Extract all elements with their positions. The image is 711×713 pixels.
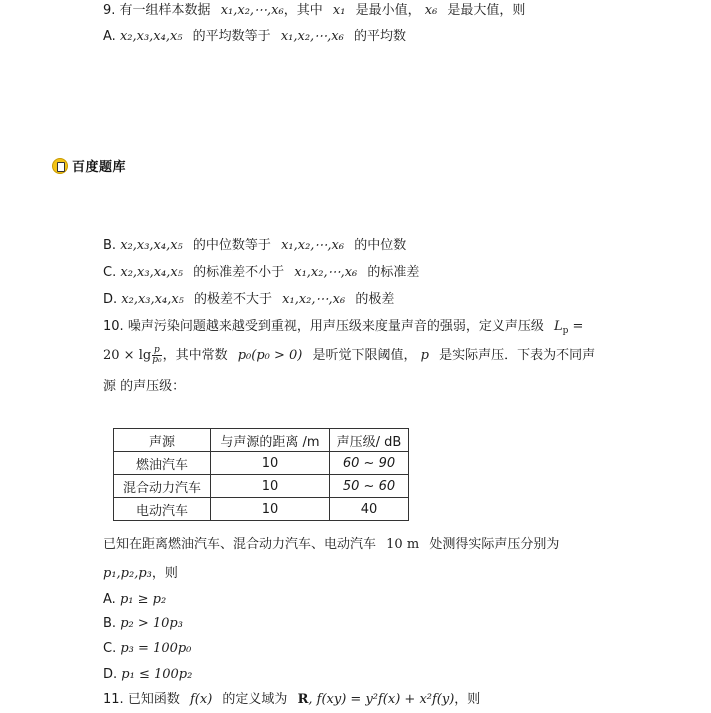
option-label: B. (103, 616, 117, 631)
formula-lead: 20 × lg (103, 348, 152, 363)
q9-option-a (103, 28, 406, 46)
q10-option-a (103, 591, 166, 609)
table-row (114, 452, 409, 475)
q10-after-text-1: 已知在距离燃油汽车、混合动力汽车、电动汽车 (103, 537, 377, 552)
option-mid: 的标准差不小于 (193, 265, 285, 280)
table-cell: 10 (211, 498, 330, 521)
sound-level-table (113, 428, 409, 521)
option-vars2: x₁,x₂,⋯,x₆ (282, 292, 346, 307)
q9-number: 9. (103, 3, 116, 18)
option-label: A. (103, 29, 116, 44)
q10-number: 10. (103, 319, 124, 334)
q10-text-3: 是实际声压．下表为不同声 (439, 348, 596, 363)
option-vars: x₂,x₃,x₄,x₅ (120, 265, 183, 280)
option-vars: x₂,x₃,x₄,x₅ (120, 238, 183, 253)
q9-stem (103, 2, 525, 20)
option-mid: 的中位数等于 (192, 238, 271, 253)
option-vars: x₂,x₃,x₄,x₅ (119, 29, 183, 44)
q10-text-2: 是听觉下限阈值， (312, 348, 417, 363)
p0-expression: p₀(p₀ > 0) (237, 348, 303, 363)
q10-text: 噪声污染问题越来越受到重视，用声压级来度量声音的强弱，定义声压级 (127, 319, 544, 334)
option-expr: p₃ = 100p₀ (120, 641, 192, 656)
table-cell: 燃油汽车 (114, 452, 211, 475)
q10-option-d (103, 666, 192, 684)
distance-value: 10 m (386, 537, 420, 552)
option-label: C. (103, 265, 117, 280)
q10-line-2 (103, 346, 595, 365)
brand-name: 百度题库 (72, 160, 127, 175)
table-cell: 电动汽车 (114, 498, 211, 521)
option-vars2: x₁,x₂,⋯,x₆ (294, 265, 358, 280)
equals-sign: = (572, 319, 584, 334)
option-label: A. (103, 592, 116, 607)
q9-option-c (103, 264, 419, 282)
q10-after-text-3: ，则 (151, 566, 178, 581)
option-label: D. (103, 667, 118, 682)
q9-text-2: ，其中 (283, 3, 323, 18)
q9-x6: x₆ (424, 3, 438, 18)
option-end: 的极差 (355, 292, 395, 307)
table-cell: 10 (211, 475, 330, 498)
q11-text-3: ，则 (454, 692, 481, 707)
sound-level-symbol: $L_p$ (553, 319, 569, 336)
fraction-p-over-p0: $\frac{p}{\text{p₀}}$ (152, 345, 162, 365)
baidu-tiku-logo-icon (52, 158, 68, 174)
table-row (114, 498, 409, 521)
q10-after-2 (103, 565, 178, 583)
real-set-symbol: R (297, 692, 309, 707)
option-end: 的中位数 (354, 238, 407, 253)
option-mid: 的极差不大于 (194, 292, 273, 307)
q11-text-1: 已知函数 (127, 692, 180, 707)
option-label: C. (103, 641, 117, 656)
q9-text-1: 有一组样本数据 (119, 3, 211, 18)
q11-number: 11. (103, 692, 124, 707)
q9-sequence: x₁,x₂,⋯,x₆ (220, 3, 284, 18)
option-vars: x₂,x₃,x₄,x₅ (121, 292, 184, 307)
q9-x1: x₁ (332, 3, 346, 18)
option-end: 的平均数 (353, 29, 406, 44)
q10-line-1 (103, 318, 583, 336)
option-label: D. (103, 292, 118, 307)
table-cell: 10 (211, 452, 330, 475)
option-label: B. (103, 238, 117, 253)
q11-text-2: 的定义域为 (222, 692, 288, 707)
pressure-vars: p₁,p₂,p₃ (103, 566, 152, 581)
q10-line-3: 源 的声压级： (103, 379, 186, 394)
option-expr: p₂ > 10p₃ (120, 616, 183, 631)
option-expr: p₁ ≤ 100p₂ (121, 667, 193, 682)
q9-text-3: 是最小值， (355, 3, 421, 18)
functional-equation: , f(xy) = y²f(x) + x²f(y) (308, 692, 455, 707)
table-row (114, 475, 409, 498)
q10-after-text-2: 处测得实际声压分别为 (429, 537, 560, 552)
table-header: 与声源的距离 /m (211, 429, 330, 452)
option-expr: p₁ ≥ p₂ (119, 592, 167, 607)
q9-option-d (103, 291, 394, 309)
option-vars2: x₁,x₂,⋯,x₆ (280, 29, 344, 44)
option-vars2: x₁,x₂,⋯,x₆ (281, 238, 345, 253)
q9-option-b (103, 237, 406, 255)
function-fx: f(x) (189, 692, 213, 707)
option-end: 的标准差 (367, 265, 420, 280)
q10-option-b (103, 615, 183, 633)
option-mid: 的平均数等于 (192, 29, 271, 44)
q10-after-1 (103, 536, 559, 554)
table-header: 声压级/ dB (330, 429, 409, 452)
table-cell: 60 ~ 90 (330, 452, 409, 475)
p-symbol: p (420, 348, 429, 363)
table-cell: 混合动力汽车 (114, 475, 211, 498)
q10-option-c (103, 640, 191, 658)
q11-stem (103, 691, 480, 709)
table-header-row (114, 429, 409, 452)
q9-text-4: 是最大值，则 (447, 3, 526, 18)
table-cell: 50 ~ 60 (330, 475, 409, 498)
baidu-tiku-watermark (52, 156, 126, 175)
table-cell: 40 (330, 498, 409, 521)
q10-text-1: ，其中常数 (162, 348, 228, 363)
table-header: 声源 (114, 429, 211, 452)
